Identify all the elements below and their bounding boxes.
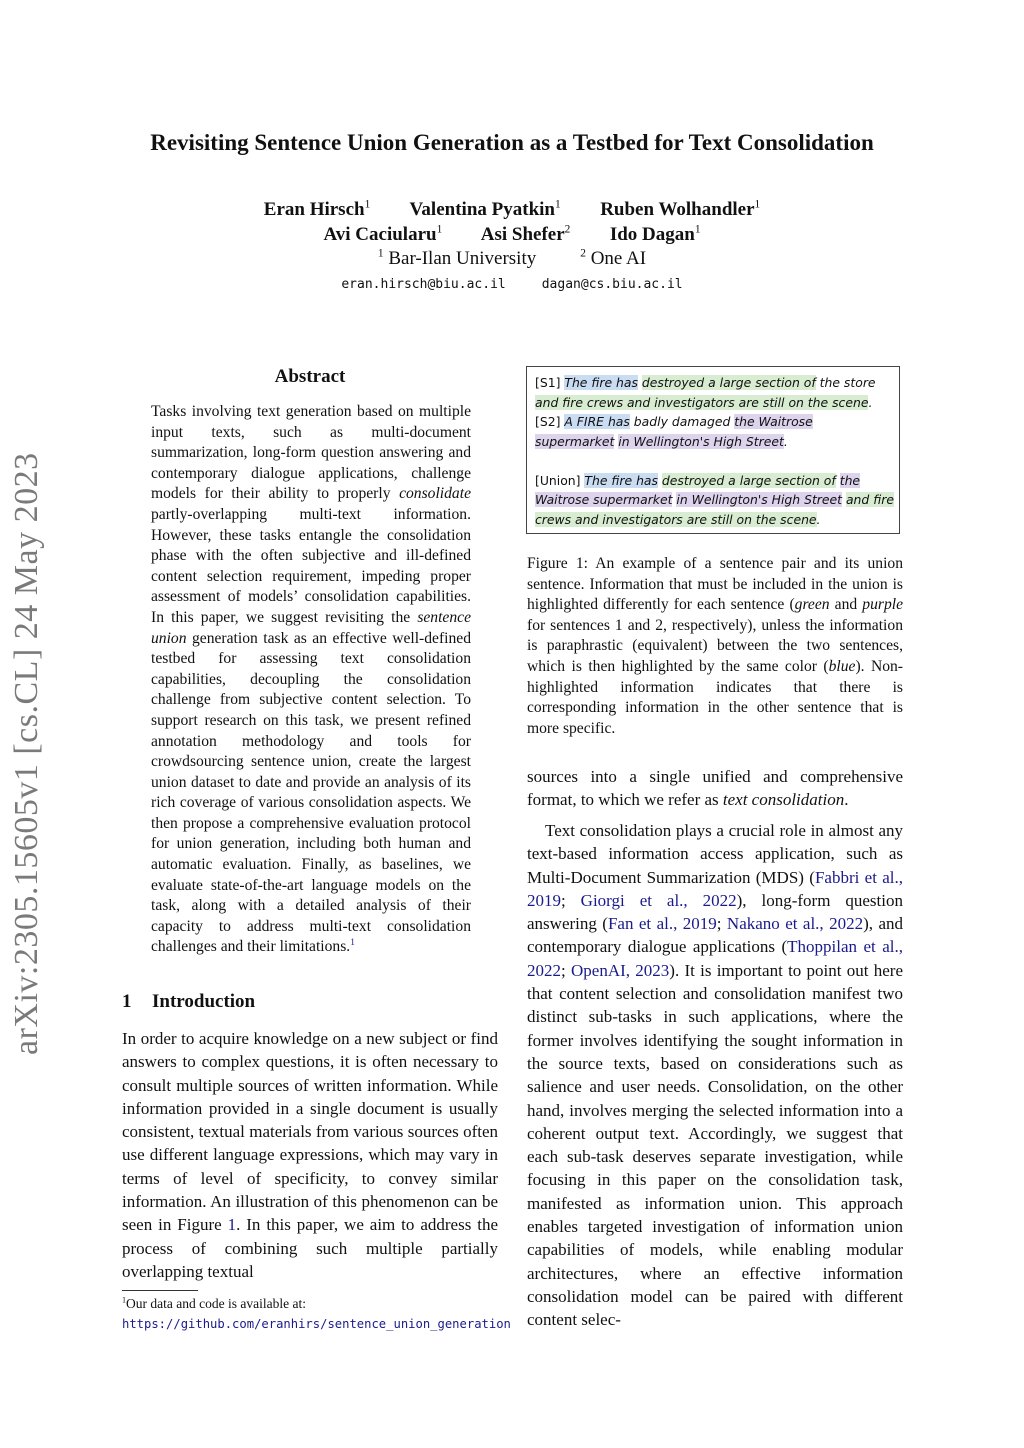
author-emails xyxy=(0,277,1024,292)
author-name: Ido Dagan xyxy=(609,224,695,245)
figure-reference-link[interactable]: 1 xyxy=(227,1215,237,1235)
author-name: Ruben Wolhandler xyxy=(600,199,755,220)
right-paragraph-1: sources into a single unified and comprehensive format, to which we refer as text consolidation. xyxy=(527,767,903,810)
abstract-heading: Abstract xyxy=(274,366,346,387)
affiliation: One AI xyxy=(590,248,647,269)
citation-link[interactable]: OpenAI, 2023 xyxy=(571,960,670,980)
author-name: Avi Caciularu xyxy=(323,224,437,245)
citation-link[interactable]: Giorgi et al., 2022 xyxy=(580,890,737,910)
figure-sentence-1: [S1] The fire has destroyed a large section of the store and fire crews and investigators are still on the scene. xyxy=(535,375,876,410)
citation-link[interactable]: Nakano et al., 2022 xyxy=(726,914,864,934)
author-name: Asi Shefer xyxy=(480,224,565,245)
authors-line-1: Eran Hirsch$^1$ Valentina Pyatkin$^1$ Ruben Wolhandler$^1$ xyxy=(263,198,761,220)
email-link[interactable]: dagan@cs.biu.ac.il xyxy=(541,277,683,292)
figure-1-box xyxy=(526,366,900,534)
author-name: Eran Hirsch xyxy=(263,199,365,220)
figure-1-content xyxy=(535,373,895,529)
affiliations: $^1$ Bar-Ilan University $^2$ One AI xyxy=(377,247,647,269)
citation-link[interactable]: Fan et al., 2019 xyxy=(607,914,717,934)
authors-line-2: Avi Caciularu$^1$ Asi Shefer$^2$ Ido Dagan$^1$ xyxy=(323,223,701,245)
right-paragraph-2: Text consolidation plays a crucial role in almost any text-based information access application, such as Multi-Document Summarization (MDS) (Fabbri et al., 2019; Giorgi et al., 2022), long-form question answering (Fan et al., 2019; Nakano et al., 2022), and contemporary dialogue applications (Thoppilan et al., 2022; OpenAI, 2023). It is important to point out here that content selection and consolidation manifest two distinct sub-tasks in such applications, where the former involves identifying the sought information in the source texts, based on considerations such as salience and user needs. Consolidation, on the other hand, involves merging the selected information into a coherent output text. Accordingly, we suggest that each sub-task deserves separate investigation, while focusing in this paper on the consolidation task, manifested as information union. This approach enables targeted investigation of information union capabilities of models, while enabling modular architectures, where an effective information consolidation model can be paired with different content selec- xyxy=(527,821,904,1330)
email-link[interactable]: eran.hirsch@biu.ac.il xyxy=(341,277,506,292)
citation-link[interactable]: Thoppilan et al., 2022 xyxy=(527,937,904,980)
section-heading-introduction: 1 Introduction xyxy=(122,991,256,1012)
figure-union-sentence: [Union] The fire has destroyed a large section of the Waitrose supermarket in Wellington's High Street and fire crews and investigators are still on the scene. xyxy=(535,472,894,527)
footnote-marker[interactable]: 1 xyxy=(350,938,355,949)
abstract-body: Tasks involving text generation based on multiple input texts, such as multi-document summarization, long-form question answering and contemporary dialogue applications, challenge models for their ability to properly consolidate partly-overlapping multi-text information. However, these tasks entangle the consolidation phase with the often subjective and ill-defined content selection requirement, impeding proper assessment of models’ consolidation capabilities. In this paper, we suggest revisiting the sentence union generation task as an effective well-defined testbed for assessing text consolidation capabilities, decoupling the consolidation challenge from subjective content selection. To support research on this task, we present refined annotation methodology and tools for crowdsourcing sentence union, create the largest union dataset to date and provide an analysis of its rich coverage of various consolidation aspects. We then propose a comprehensive evaluation protocol for union generation, including both human and automatic evaluation. Finally, as baselines, we evaluate state-of-the-art language models on the task, along with a detailed analysis of their capacity to address multi-text consolidation challenges and their limitations.$^1$ xyxy=(151,403,471,956)
footnote-divider xyxy=(122,1290,198,1291)
figure-1-caption: Figure 1: An example of a sentence pair and its union sentence. Information that must be included in the union is highlighted differently for each sentence (green and purple for sentences 1 and 2, respectively), unless the information is paraphrastic (equivalent) between the two sentences, which is then highlighted by the same color (blue). Non-highlighted information indicates that there is corresponding information in the other sentence that is more specific. xyxy=(527,555,903,737)
footnote: $^1$Our data and code is available at: https://github.com/eranhirs/sentence_union_generation xyxy=(122,1295,511,1331)
code-url-link[interactable]: https://github.com/eranhirs/sentence_union_generation xyxy=(122,1317,511,1331)
figure-sentence-2: [S2] A FIRE has badly damaged the Waitrose supermarket in Wellington's High Street. xyxy=(535,414,813,449)
affiliation: Bar-Ilan University xyxy=(388,248,537,269)
arxiv-stamp: arXiv:2305.15605v1 [cs.CL] 24 May 2023 xyxy=(8,452,45,1055)
citation-link[interactable]: Fabbri et al., 2019 xyxy=(527,867,904,910)
author-name: Valentina Pyatkin xyxy=(409,199,555,220)
intro-paragraph: In order to acquire knowledge on a new subject or find answers to complex questions, it is often necessary to consult multiple sources of written information. While information provided in a single document is usually consistent, textual materials from various sources often use different language expressions, which may vary in terms of level of specificity, to convey similar information. An illustration of this phenomenon can be seen in Figure 1. In this paper, we aim to address the process of combining such multiple partially overlapping textual xyxy=(122,1029,498,1281)
paper-title: Revisiting Sentence Union Generation as a Testbed for Text Consolidation xyxy=(150,130,874,155)
